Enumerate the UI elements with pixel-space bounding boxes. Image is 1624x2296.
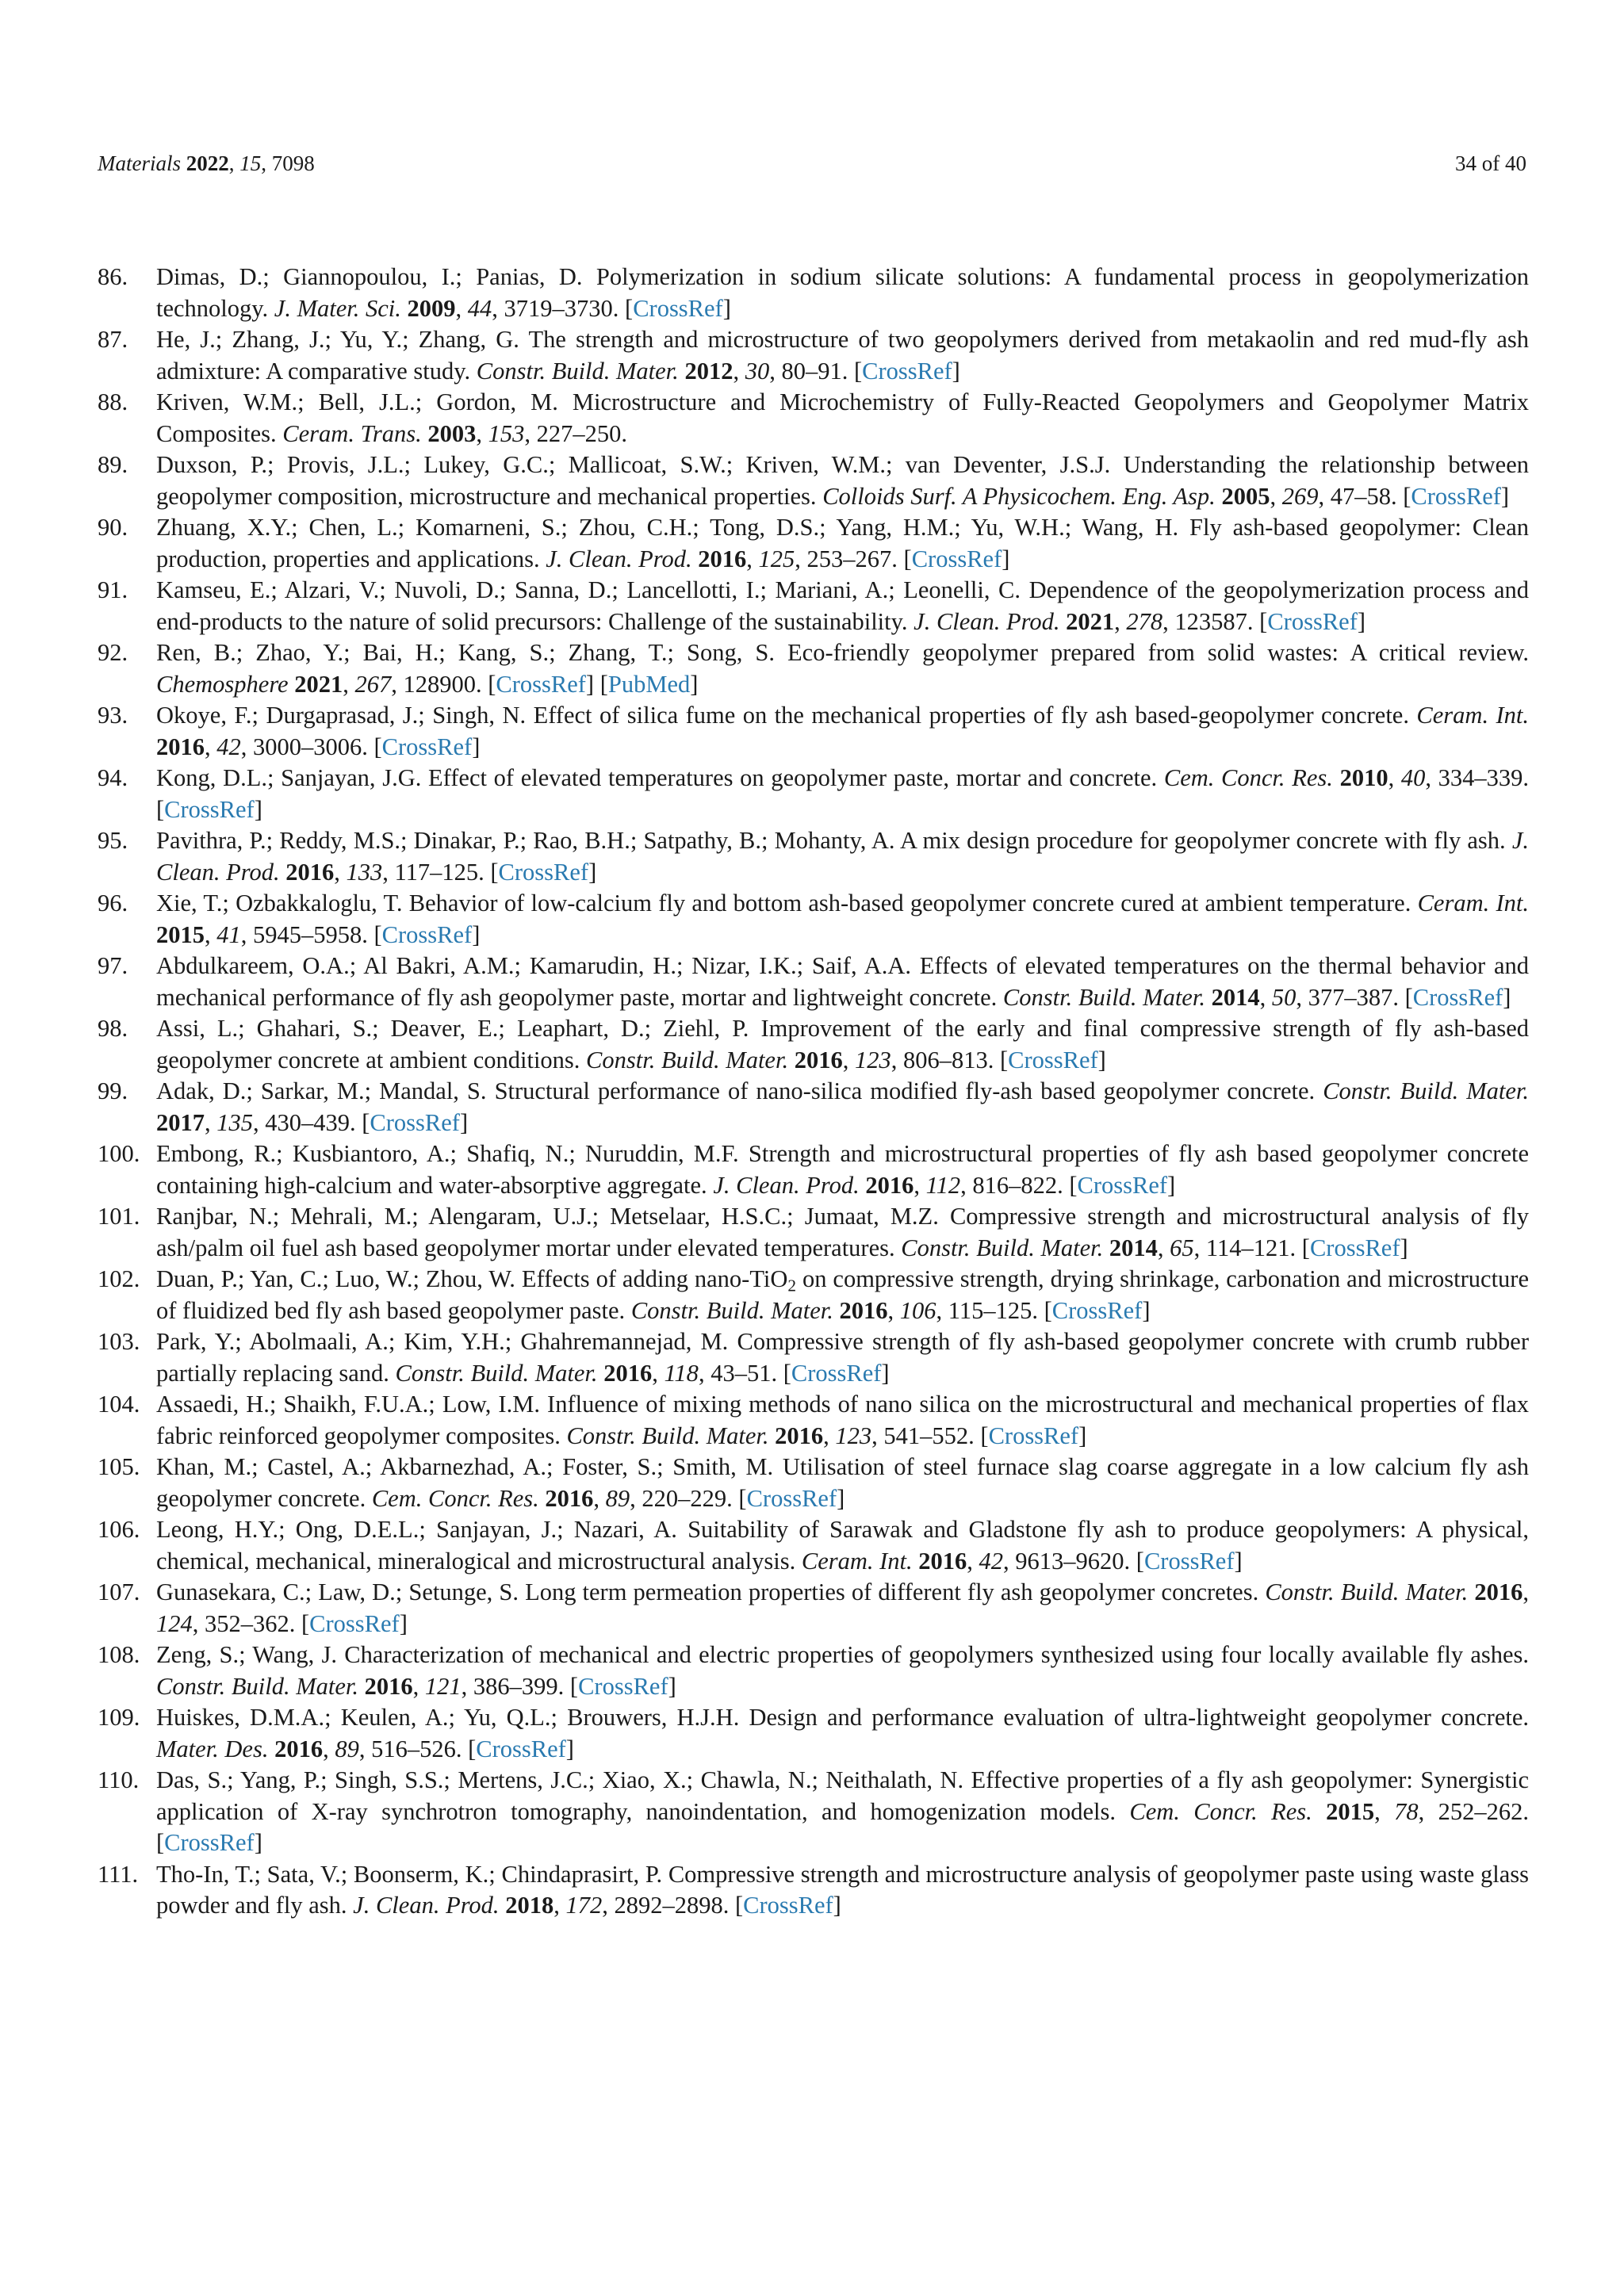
- reference-authors: Kong, D.L.; Sanjayan, J.G.: [156, 764, 422, 791]
- reference-authors: Pavithra, P.; Reddy, M.S.; Dinakar, P.; Rao, B.H.; Satpathy, B.; Mohanty, A.: [156, 827, 895, 854]
- crossref-link[interactable]: CrossRef: [1077, 1171, 1168, 1199]
- reference-authors: Gunasekara, C.; Law, D.; Setunge, S.: [156, 1578, 519, 1605]
- reference-year: 2009: [407, 294, 456, 322]
- reference-year: 2015: [156, 920, 205, 948]
- reference-title: Long term permeation properties of different fly ash geopolymer concretes.: [525, 1578, 1259, 1605]
- crossref-link[interactable]: CrossRef: [498, 858, 589, 886]
- crossref-link[interactable]: CrossRef: [476, 1735, 566, 1762]
- reference-volume: 123: [854, 1046, 891, 1073]
- reference-volume: 133: [346, 858, 383, 886]
- reference-journal: Ceram. Int.: [1417, 890, 1530, 916]
- reference-item: 96. Xie, T.; Ozbakkaloglu, T. Behavior of low-calcium fly and bottom ash-based geopolymer concrete cured at ambient temperature. Ceram. Int. 2015, 41, 5945–5958. [CrossRef]: [98, 890, 1530, 948]
- reference-journal: Constr. Build. Mater.: [476, 357, 679, 385]
- reference-item: 107. Gunasekara, C.; Law, D.; Setunge, S. Long term permeation properties of different fly ash geopolymer concretes. Constr. Build. Mater. 2016, 124, 352–362. [CrossRef]: [98, 1578, 1530, 1637]
- reference-volume: 269: [1281, 482, 1319, 510]
- reference-volume: 125: [758, 545, 795, 572]
- reference-pages: 352–362.: [205, 1609, 296, 1637]
- crossref-link[interactable]: CrossRef: [862, 357, 952, 385]
- reference-year: 2012: [684, 357, 733, 385]
- reference-volume: 41: [216, 920, 241, 948]
- reference-authors: Zeng, S.; Wang, J.: [156, 1641, 338, 1668]
- crossref-link[interactable]: CrossRef: [911, 545, 1002, 572]
- reference-item: 92. Ren, B.; Zhao, Y.; Bai, H.; Kang, S.; Zhang, T.; Song, S. Eco-friendly geopolymer prepared from solid wastes: A critical review. Chemosphere 2021, 267, 128900. [CrossRef] [PubMed]: [98, 639, 1530, 698]
- reference-title-part: Effects of adding nano-TiO: [521, 1265, 788, 1292]
- reference-number: 97.: [98, 952, 128, 979]
- reference-pages: 377–387.: [1308, 983, 1399, 1011]
- reference-journal: Colloids Surf. A Physicochem. Eng. Asp.: [822, 482, 1216, 510]
- reference-pages: 5945–5958.: [253, 920, 368, 948]
- reference-authors: Assi, L.; Ghahari, S.; Deaver, E.; Leaphart, D.; Ziehl, P.: [156, 1015, 749, 1042]
- reference-pages: 114–121.: [1205, 1234, 1297, 1261]
- reference-item: 102. Duan, P.; Yan, C.; Luo, W.; Zhou, W. Effects of adding nano-TiO$_2$ on compressive strength, drying shrinkage, carbonation and microstructure of fluidized bed fly ash based geopolymer paste. Constr. Build. Mater. 2016, 106, 115–125. [CrossRef]: [98, 1265, 1529, 1324]
- pubmed-link[interactable]: PubMed: [607, 670, 691, 698]
- reference-volume: 106: [899, 1296, 936, 1324]
- reference-number: 110.: [98, 1766, 140, 1793]
- reference-title: Strength and microstructural properties of fly ash based geopolymer concrete containing high-calcium and water-absorptive aggregate.: [156, 1140, 1530, 1199]
- reference-number: 109.: [98, 1704, 140, 1731]
- crossref-link[interactable]: CrossRef: [743, 1892, 833, 1919]
- reference-title-part: on compressive strength, drying shrinkage, carbonation and microstructure of fluidized bed fly ash based geopolymer paste.: [156, 1265, 1529, 1324]
- reference-title: Structural performance of nano-silica modified fly-ash based geopolymer concrete.: [494, 1077, 1316, 1104]
- reference-year: 2016: [364, 1672, 413, 1700]
- crossref-link[interactable]: CrossRef: [578, 1672, 668, 1700]
- reference-volume: 153: [488, 419, 525, 447]
- reference-volume: 30: [745, 357, 770, 385]
- reference-authors: Zhuang, X.Y.; Chen, L.; Komarneni, S.; Zhou, C.H.; Tong, D.S.; Yang, H.M.; Yu, W.H.; Wang, H.: [156, 514, 1179, 541]
- reference-volume: 278: [1126, 607, 1163, 635]
- reference-volume: 65: [1170, 1234, 1194, 1261]
- reference-year: 2016: [545, 1484, 594, 1512]
- reference-item: 110. Das, S.; Yang, P.; Singh, S.S.; Mertens, J.C.; Xiao, X.; Chawla, N.; Neithalath, N. Effective properties of a fly ash geopolymer: Synergistic application of X-ray synchrotron tomography, nanoindentation, and homogenization models. Cem. Concr. Res. 2015, 78, 252–262. [CrossRef]: [98, 1766, 1529, 1856]
- reference-pages: 816–822.: [972, 1171, 1063, 1199]
- reference-volume: 121: [424, 1672, 462, 1700]
- reference-journal: Cem. Concr. Res.: [1129, 1797, 1312, 1825]
- reference-pages: 253–267.: [806, 545, 898, 572]
- reference-item: 90. Zhuang, X.Y.; Chen, L.; Komarneni, S.; Zhou, C.H.; Tong, D.S.; Yang, H.M.; Yu, W.H.; Wang, H. Fly ash-based geopolymer: Clean production, properties and applications. J. Clean. Prod. 2016, 125, 253–267. [CrossRef]: [98, 514, 1529, 572]
- reference-item: 93. Okoye, F.; Durgaprasad, J.; Singh, N. Effect of silica fume on the mechanical properties of fly ash based-geopolymer concrete. Ceram. Int. 2016, 42, 3000–3006. [CrossRef]: [98, 702, 1530, 760]
- reference-title: A mix design procedure for geopolymer concrete with fly ash.: [899, 827, 1506, 854]
- reference-number: 86.: [98, 263, 128, 290]
- reference-pages: 80–91.: [781, 357, 848, 385]
- reference-number: 88.: [98, 388, 128, 415]
- reference-pages: 227–250.: [536, 419, 627, 447]
- journal-name: Materials: [98, 151, 181, 175]
- reference-journal: J. Clean. Prod.: [546, 545, 692, 572]
- reference-number: 89.: [98, 451, 128, 478]
- reference-journal: J. Clean. Prod.: [914, 607, 1060, 635]
- crossref-link[interactable]: CrossRef: [1411, 482, 1501, 510]
- reference-journal: Constr. Build. Mater.: [901, 1234, 1104, 1261]
- reference-pages: 541–552.: [883, 1422, 975, 1449]
- reference-pages: 128900.: [403, 670, 482, 698]
- reference-item: 95. Pavithra, P.; Reddy, M.S.; Dinakar, P.; Rao, B.H.; Satpathy, B.; Mohanty, A. A mix design procedure for geopolymer concrete with fly ash. J. Clean. Prod. 2016, 133, 117–125. [CrossRef]: [98, 827, 1530, 886]
- reference-number: 90.: [98, 514, 128, 541]
- reference-year: 2005: [1221, 482, 1270, 510]
- reference-journal: Constr. Build. Mater.: [566, 1422, 769, 1449]
- reference-number: 98.: [98, 1015, 128, 1042]
- reference-volume: 112: [925, 1171, 961, 1199]
- reference-journal: Constr. Build. Mater.: [630, 1296, 833, 1324]
- reference-volume: 267: [354, 670, 392, 698]
- reference-journal: Ceram. Int.: [1416, 702, 1530, 729]
- reference-year: 2021: [1066, 607, 1115, 635]
- reference-number: 94.: [98, 764, 128, 791]
- reference-journal: Ceram. Trans.: [282, 419, 422, 447]
- reference-journal: Constr. Build. Mater.: [1265, 1578, 1469, 1605]
- reference-journal: Constr. Build. Mater.: [395, 1359, 598, 1387]
- reference-pages: 334–339.: [1438, 764, 1530, 791]
- reference-number: 99.: [98, 1077, 128, 1104]
- reference-year: 2016: [603, 1359, 653, 1387]
- reference-item: 87. He, J.; Zhang, J.; Yu, Y.; Zhang, G. The strength and microstructure of two geopolymers derived from metakaolin and red mud-fly ash admixture: A comparative study. Constr. Build. Mater. 2012, 30, 80–91. [CrossRef]: [98, 326, 1530, 385]
- reference-year: 2021: [294, 670, 343, 698]
- reference-year: 2014: [1109, 1234, 1158, 1261]
- crossref-link[interactable]: CrossRef: [791, 1359, 882, 1387]
- reference-year: 2016: [839, 1296, 888, 1324]
- reference-volume: 42: [216, 733, 241, 760]
- reference-item: 106. Leong, H.Y.; Ong, D.E.L.; Sanjayan, J.; Nazari, A. Suitability of Sarawak and Gladstone fly ash to produce geopolymers: A physical, chemical, mechanical, mineralogical and microstructural analysis. Ceram. Int. 2016, 42, 9613–9620. [CrossRef]: [98, 1516, 1530, 1575]
- reference-authors: Adak, D.; Sarkar, M.; Mandal, S.: [156, 1077, 487, 1104]
- reference-number: 105.: [98, 1453, 140, 1480]
- reference-number: 91.: [98, 576, 128, 603]
- crossref-link[interactable]: CrossRef: [1412, 983, 1503, 1011]
- reference-authors: He, J.; Zhang, J.; Yu, Y.; Zhang, G.: [156, 326, 519, 353]
- reference-title: Improvement of the early and final compressive strength of fly ash-based geopolymer concrete at ambient conditions.: [156, 1015, 1530, 1073]
- reference-journal: J. Clean. Prod.: [353, 1892, 500, 1919]
- reference-pages: 47–58.: [1330, 482, 1397, 510]
- reference-year: 2016: [865, 1171, 914, 1199]
- reference-item: 105. Khan, M.; Castel, A.; Akbarnezhad, A.; Foster, S.; Smith, M. Utilisation of steel furnace slag coarse aggregate in a low calcium fly ash geopolymer concrete. Cem. Concr. Res. 2016, 89, 220–229. [CrossRef]: [98, 1453, 1529, 1512]
- reference-title: Dependence of the geopolymerization process and end-products to the nature of solid precursors: Challenge of the sustainability.: [156, 576, 1529, 635]
- crossref-link[interactable]: CrossRef: [1267, 607, 1358, 635]
- reference-title: Behavior of low-calcium fly and bottom ash-based geopolymer concrete cured at ambient temperature.: [408, 890, 1411, 916]
- reference-year: 2016: [698, 545, 747, 572]
- reference-number: 100.: [98, 1140, 140, 1167]
- reference-volume: 42: [979, 1547, 1004, 1575]
- reference-journal: J. Mater. Sci.: [274, 294, 401, 322]
- reference-volume: 135: [216, 1108, 253, 1136]
- reference-title: Effect of silica fume on the mechanical properties of fly ash based-geopolymer concrete.: [533, 702, 1409, 729]
- reference-number: 95.: [98, 827, 128, 854]
- crossref-link[interactable]: CrossRef: [1309, 1234, 1400, 1261]
- reference-volume: 40: [1400, 764, 1426, 791]
- crossref-link[interactable]: CrossRef: [309, 1609, 400, 1637]
- page-number: 34 of 40: [1455, 151, 1526, 175]
- journal-citation: Materials 2022, 15, 7098: [98, 151, 315, 175]
- reference-year: 2016: [285, 858, 335, 886]
- reference-pages: 3719–3730.: [504, 294, 619, 322]
- reference-pages: 43–51.: [710, 1359, 778, 1387]
- reference-item: 97. Abdulkareem, O.A.; Al Bakri, A.M.; Kamarudin, H.; Nizar, I.K.; Saif, A.A. Effects of elevated temperatures on the thermal behavior and mechanical performance of fly ash geopolymer paste, mortar and lightweight concrete. Constr. Build. Mater. 2014, 50, 377–387. [CrossRef]: [98, 952, 1530, 1011]
- reference-title: Suitability of Sarawak and Gladstone fly ash to produce geopolymers: A physical, chemical, mechanical, mineralogical and microstructural analysis.: [156, 1516, 1530, 1575]
- reference-number: 92.: [98, 639, 128, 666]
- reference-journal: J. Clean. Prod.: [713, 1171, 860, 1199]
- reference-year: 2016: [918, 1547, 967, 1575]
- reference-item: 99. Adak, D.; Sarkar, M.; Mandal, S. Structural performance of nano-silica modified fly-ash based geopolymer concrete. Constr. Build. Mater. 2017, 135, 430–439. [CrossRef]: [98, 1077, 1530, 1136]
- reference-pages: 9613–9620.: [1015, 1547, 1131, 1575]
- reference-title: Polymerization in sodium silicate solutions: A fundamental process in geopolymerization technology.: [156, 263, 1530, 322]
- reference-journal: Ceram. Int.: [801, 1547, 913, 1575]
- reference-year: 2017: [156, 1108, 205, 1136]
- reference-pages: 220–229.: [642, 1484, 733, 1512]
- reference-item: 111. Tho-In, T.; Sata, V.; Boonserm, K.; Chindaprasirt, P. Compressive strength and microstructure analysis of geopolymer paste using waste glass powder and fly ash. J. Clean. Prod. 2018, 172, 2892–2898. [CrossRef]: [98, 1860, 1530, 1919]
- reference-pages: 115–125.: [948, 1296, 1038, 1324]
- reference-number: 104.: [98, 1391, 140, 1418]
- reference-year: 2015: [1326, 1797, 1375, 1825]
- article-number: 7098: [271, 151, 315, 175]
- reference-year: 2018: [505, 1892, 554, 1919]
- reference-pages: 123587.: [1174, 607, 1254, 635]
- reference-item: 94. Kong, D.L.; Sanjayan, J.G. Effect of elevated temperatures on geopolymer paste, mortar and concrete. Cem. Concr. Res. 2010, 40, 334–339. [CrossRef]: [98, 764, 1530, 823]
- reference-title: Compressive strength of fly ash-based geopolymer concrete with crumb rubber partially replacing sand.: [156, 1328, 1529, 1387]
- reference-number: 111.: [98, 1860, 139, 1888]
- reference-item: 86. Dimas, D.; Giannopoulou, I.; Panias, D. Polymerization in sodium silicate solutions: A fundamental process in geopolymerization technology. J. Mater. Sci. 2009, 44, 3719–3730. [CrossRef]: [98, 263, 1530, 322]
- reference-year: 2016: [1474, 1578, 1523, 1605]
- reference-authors: Assaedi, H.; Shaikh, F.U.A.; Low, I.M.: [156, 1391, 540, 1418]
- reference-authors: Ranjbar, N.; Mehrali, M.; Alengaram, U.J.; Metselaar, H.S.C.; Jumaat, M.Z.: [156, 1203, 939, 1230]
- reference-year: 2014: [1211, 983, 1260, 1011]
- reference-journal: J. Clean. Prod.: [156, 827, 1530, 886]
- reference-title: Compressive strength and microstructure analysis of geopolymer paste using waste glass powder and fly ash.: [156, 1860, 1530, 1919]
- reference-item: 103. Park, Y.; Abolmaali, A.; Kim, Y.H.; Ghahremannejad, M. Compressive strength of fly ash-based geopolymer concrete with crumb rubber partially replacing sand. Constr. Build. Mater. 2016, 118, 43–51. [CrossRef]: [98, 1328, 1529, 1387]
- reference-number: 87.: [98, 326, 128, 353]
- crossref-link[interactable]: CrossRef: [1143, 1547, 1235, 1575]
- reference-volume: 124: [156, 1609, 193, 1637]
- reference-pages: 430–439.: [265, 1108, 356, 1136]
- reference-title: Characterization of mechanical and electric properties of geopolymers synthesized using four locally available fly ashes.: [344, 1641, 1530, 1668]
- reference-number: 108.: [98, 1641, 140, 1668]
- reference-pages: 2892–2898.: [614, 1892, 730, 1919]
- reference-authors: Embong, R.; Kusbiantoro, A.; Shafiq, N.; Nuruddin, M.F.: [156, 1140, 739, 1167]
- reference-number: 107.: [98, 1578, 140, 1605]
- reference-item: 101. Ranjbar, N.; Mehrali, M.; Alengaram, U.J.; Metselaar, H.S.C.; Jumaat, M.Z. Compressive strength and microstructural analysis of fly ash/palm oil fuel ash based geopolymer mortar under elevated temperatures. Constr. Build. Mater. 2014, 65, 114–121. [CrossRef]: [98, 1203, 1529, 1261]
- reference-authors: Duan, P.; Yan, C.; Luo, W.; Zhou, W.: [156, 1265, 515, 1292]
- reference-item: 109. Huiskes, D.M.A.; Keulen, A.; Yu, Q.L.; Brouwers, H.J.H. Design and performance evaluation of ultra-lightweight geopolymer concrete. Mater. Des. 2016, 89, 516–526. [CrossRef]: [98, 1704, 1529, 1762]
- reference-journal: Cem. Concr. Res.: [1163, 764, 1333, 791]
- crossref-link[interactable]: CrossRef: [633, 294, 723, 322]
- crossref-link[interactable]: CrossRef: [496, 670, 586, 698]
- reference-number: 93.: [98, 702, 128, 729]
- reference-authors: Khan, M.; Castel, A.; Akbarnezhad, A.; Foster, S.; Smith, M.: [156, 1453, 774, 1480]
- reference-title: Microstructure and Microchemistry of Fully-Reacted Geopolymers and Geopolymer Matrix Composites.: [156, 388, 1530, 447]
- reference-pages: 252–262.: [1438, 1797, 1529, 1825]
- crossref-link[interactable]: CrossRef: [746, 1484, 837, 1512]
- reference-item: 108. Zeng, S.; Wang, J. Characterization of mechanical and electric properties of geopolymers synthesized using four locally available fly ashes. Constr. Build. Mater. 2016, 121, 386–399. [CrossRef]: [98, 1641, 1530, 1700]
- reference-title: The strength and microstructure of two geopolymers derived from metakaolin and red mud-fly ash admixture: A comparative study.: [156, 326, 1530, 385]
- reference-number: 106.: [98, 1516, 140, 1543]
- reference-number: 101.: [98, 1203, 140, 1230]
- reference-authors: Okoye, F.; Durgaprasad, J.; Singh, N.: [156, 702, 527, 729]
- journal-year: 2022: [186, 151, 229, 175]
- reference-authors: Kriven, W.M.; Bell, J.L.; Gordon, M.: [156, 388, 558, 415]
- crossref-link[interactable]: CrossRef: [1008, 1046, 1098, 1073]
- reference-item: 89. Duxson, P.; Provis, J.L.; Lukey, G.C.; Mallicoat, S.W.; Kriven, W.M.; van Deventer, J.S.J. Understanding the relationship between geopolymer composition, microstructure and mechanical properties. Colloids Surf. A Physicochem. Eng. Asp. 2005, 269, 47–58. [CrossRef]: [98, 451, 1530, 510]
- reference-journal: Constr. Build. Mater.: [1323, 1077, 1530, 1104]
- crossref-link[interactable]: CrossRef: [988, 1422, 1079, 1449]
- reference-number: 103.: [98, 1328, 140, 1355]
- reference-volume: 89: [335, 1735, 359, 1762]
- reference-title-subscript: 2: [787, 1276, 797, 1295]
- reference-pages: 386–399.: [473, 1672, 565, 1700]
- reference-pages: 516–526.: [371, 1735, 462, 1762]
- reference-authors: Kamseu, E.; Alzari, V.; Nuvoli, D.; Sanna, D.; Lancellotti, I.; Mariani, A.; Leonelli, C.: [156, 576, 1021, 603]
- reference-authors: Huiskes, D.M.A.; Keulen, A.; Yu, Q.L.; Brouwers, H.J.H.: [156, 1704, 740, 1731]
- reference-journal: Chemosphere: [156, 670, 289, 698]
- crossref-link[interactable]: CrossRef: [1051, 1296, 1143, 1324]
- reference-pages: 3000–3006.: [253, 733, 368, 760]
- crossref-link[interactable]: CrossRef: [370, 1108, 460, 1136]
- crossref-link[interactable]: CrossRef: [164, 795, 255, 823]
- crossref-link[interactable]: CrossRef: [381, 733, 473, 760]
- reference-journal: Mater. Des.: [156, 1735, 269, 1762]
- reference-title: Design and performance evaluation of ultra-lightweight geopolymer concrete.: [749, 1704, 1529, 1731]
- reference-authors: Park, Y.; Abolmaali, A.; Kim, Y.H.; Ghahremannejad, M.: [156, 1328, 729, 1355]
- reference-volume: 78: [1394, 1797, 1419, 1825]
- reference-volume: 44: [467, 294, 492, 322]
- reference-title: Fly ash-based geopolymer: Clean production, properties and applications.: [156, 514, 1529, 572]
- reference-authors: Ren, B.; Zhao, Y.; Bai, H.; Kang, S.; Zhang, T.; Song, S.: [156, 639, 775, 666]
- reference-volume: 123: [835, 1422, 872, 1449]
- reference-title: Effects of elevated temperatures on the thermal behavior and mechanical performance of fly ash geopolymer paste, mortar and lightweight concrete.: [156, 952, 1530, 1011]
- reference-volume: 50: [1271, 983, 1297, 1011]
- reference-list: [98, 262, 1529, 1922]
- page-header: [98, 149, 1526, 178]
- reference-authors: Das, S.; Yang, P.; Singh, S.S.; Mertens, J.C.; Xiao, X.; Chawla, N.; Neithalath, N.: [156, 1766, 964, 1793]
- reference-authors: Dimas, D.; Giannopoulou, I.; Panias, D.: [156, 263, 583, 290]
- reference-authors: Abdulkareem, O.A.; Al Bakri, A.M.; Kamarudin, H.; Nizar, I.K.; Saif, A.A.: [156, 952, 911, 979]
- reference-year: 2016: [775, 1422, 824, 1449]
- reference-authors: Tho-In, T.; Sata, V.; Boonserm, K.; Chindaprasirt, P.: [156, 1860, 663, 1888]
- reference-number: 96.: [98, 890, 128, 916]
- reference-title: Utilisation of steel furnace slag coarse aggregate in a low calcium fly ash geopolymer concrete.: [156, 1453, 1529, 1512]
- reference-journal: Constr. Build. Mater.: [586, 1046, 789, 1073]
- reference-item: 88. Kriven, W.M.; Bell, J.L.; Gordon, M. Microstructure and Microchemistry of Fully-Reacted Geopolymers and Geopolymer Matrix Composites. Ceram. Trans. 2003, 153, 227–250.: [98, 388, 1530, 447]
- reference-title: Compressive strength and microstructural analysis of fly ash/palm oil fuel ash based geopolymer mortar under elevated temperatures.: [156, 1203, 1529, 1261]
- reference-title: Effective properties of a fly ash geopolymer: Synergistic application of X-ray synchrotron tomography, nanoindentation, and homogenization models.: [156, 1766, 1529, 1825]
- reference-year: 2016: [274, 1735, 324, 1762]
- reference-authors: Leong, H.Y.; Ong, D.E.L.; Sanjayan, J.; Nazari, A.: [156, 1516, 677, 1543]
- reference-journal: Constr. Build. Mater.: [156, 1672, 359, 1700]
- reference-authors: Xie, T.; Ozbakkaloglu, T.: [156, 890, 403, 916]
- reference-title: Eco-friendly geopolymer prepared from solid wastes: A critical review.: [787, 639, 1530, 666]
- journal-volume: 15: [239, 151, 262, 175]
- reference-item: 100. Embong, R.; Kusbiantoro, A.; Shafiq, N.; Nuruddin, M.F. Strength and microstructural properties of fly ash based geopolymer concrete containing high-calcium and water-absorptive aggregate. J. Clean. Prod. 2016, 112, 816–822. [CrossRef]: [98, 1140, 1530, 1199]
- crossref-link[interactable]: CrossRef: [164, 1829, 255, 1856]
- crossref-link[interactable]: CrossRef: [381, 920, 473, 948]
- reference-journal: Constr. Build. Mater.: [1002, 983, 1205, 1011]
- reference-title: Understanding the relationship between geopolymer composition, microstructure and mechanical properties.: [156, 451, 1530, 510]
- reference-authors: Duxson, P.; Provis, J.L.; Lukey, G.C.; Mallicoat, S.W.; Kriven, W.M.; van Deventer, J.S.J.: [156, 451, 1111, 478]
- reference-item: 104. Assaedi, H.; Shaikh, F.U.A.; Low, I.M. Influence of mixing methods of nano silica on the microstructural and mechanical properties of flax fabric reinforced geopolymer composites. Constr. Build. Mater. 2016, 123, 541–552. [CrossRef]: [98, 1391, 1530, 1449]
- reference-year: 2010: [1339, 764, 1388, 791]
- reference-title: Influence of mixing methods of nano silica on the microstructural and mechanical properties of flax fabric reinforced geopolymer composites.: [156, 1391, 1530, 1449]
- reference-item: 91. Kamseu, E.; Alzari, V.; Nuvoli, D.; Sanna, D.; Lancellotti, I.; Mariani, A.; Leonelli, C. Dependence of the geopolymerization process and end-products to the nature of solid precursors: Challenge of the sustainability. J. Clean. Prod. 2021, 278, 123587. [CrossRef]: [98, 576, 1529, 635]
- reference-pages: 806–813.: [902, 1046, 994, 1073]
- reference-pages: 117–125.: [394, 858, 485, 886]
- reference-item: 98. Assi, L.; Ghahari, S.; Deaver, E.; Leaphart, D.; Ziehl, P. Improvement of the early and final compressive strength of fly ash-based geopolymer concrete at ambient conditions. Constr. Build. Mater. 2016, 123, 806–813. [CrossRef]: [98, 1015, 1530, 1073]
- reference-year: 2016: [794, 1046, 843, 1073]
- reference-volume: 118: [664, 1359, 699, 1387]
- reference-year: 2016: [156, 733, 205, 760]
- reference-journal: Cem. Concr. Res.: [371, 1484, 539, 1512]
- reference-volume: 89: [605, 1484, 630, 1512]
- reference-year: 2003: [427, 419, 477, 447]
- reference-volume: 172: [565, 1892, 603, 1919]
- reference-number: 102.: [98, 1265, 140, 1292]
- reference-title: Effect of elevated temperatures on geopolymer paste, mortar and concrete.: [428, 764, 1158, 791]
